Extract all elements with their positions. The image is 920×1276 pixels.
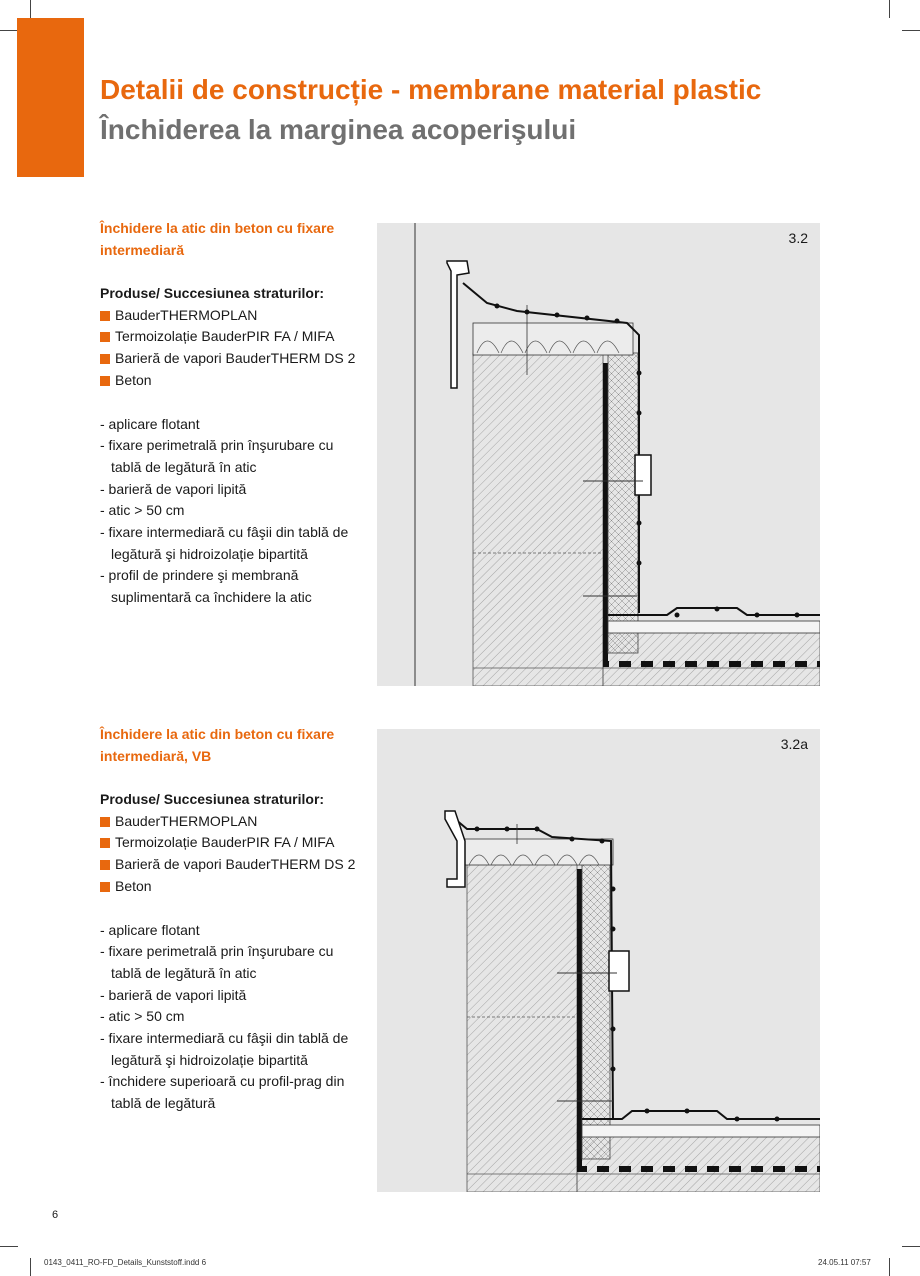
product-item: BauderTHERMOPLAN xyxy=(100,305,370,327)
note-item: - fixare intermediară cu fâşii din tablă de legătură şi hidroizolație bipartită xyxy=(100,1030,349,1068)
products-heading: Produse/ Succesiunea straturilor: xyxy=(100,791,325,807)
crop-mark xyxy=(0,30,18,31)
section-title xyxy=(100,217,370,261)
detail-drawing xyxy=(377,729,820,1192)
detail-drawing xyxy=(377,223,820,686)
crop-mark xyxy=(30,0,31,18)
notes-list xyxy=(100,414,370,609)
bullet-square-icon xyxy=(100,354,110,364)
bullet-square-icon xyxy=(100,838,110,848)
crop-mark xyxy=(30,1258,31,1276)
bullet-square-icon xyxy=(100,860,110,870)
product-item: Barieră de vapori BauderTHERM DS 2 xyxy=(100,348,370,370)
product-item: BauderTHERMOPLAN xyxy=(100,811,370,833)
page-number: 6 xyxy=(52,1209,59,1221)
detail-drawing-3-2 xyxy=(377,223,820,686)
bullet-square-icon xyxy=(100,311,110,321)
figure-label: 3.2 xyxy=(788,230,808,246)
section-title-line: intermediară xyxy=(100,242,185,258)
note-item: - aplicare flotant xyxy=(100,921,200,938)
note-item: - atic > 50 cm xyxy=(100,502,185,519)
crop-mark xyxy=(889,1258,890,1276)
detail-drawing-3-2a xyxy=(377,729,820,1192)
notes-list xyxy=(100,920,370,1115)
page-title: Detalii de construcție - membrane material plastic xyxy=(100,74,762,105)
section-title-line: Închidere la atic din beton cu fixare xyxy=(100,726,335,742)
note-item: - fixare intermediară cu fâşii din tablă de legătură şi hidroizolație bipartită xyxy=(100,524,349,562)
products-heading: Produse/ Succesiunea straturilor: xyxy=(100,285,325,301)
bullet-square-icon xyxy=(100,376,110,386)
note-item: - închidere superioară cu profil-prag din tablă de legătură xyxy=(100,1073,345,1112)
crop-mark xyxy=(0,1246,18,1247)
product-item: Beton xyxy=(100,370,370,392)
note-item: - atic > 50 cm xyxy=(100,1008,185,1025)
product-item: Barieră de vapori BauderTHERM DS 2 xyxy=(100,854,370,876)
note-item: - fixare perimetrală prin înşurubare cu tablă de legătură în atic xyxy=(100,437,334,475)
bullet-square-icon xyxy=(100,817,110,827)
footer-filename: 0143_0411_RO-FD_Details_Kunststoff.indd 6 xyxy=(44,1258,207,1267)
product-item: Termoizolație BauderPIR FA / MIFA xyxy=(100,326,370,348)
footer-datetime: 24.05.11 07:57 xyxy=(818,1258,871,1267)
page-subtitle: Închiderea la marginea acoperişului xyxy=(100,114,577,145)
note-item: - barieră de vapori lipită xyxy=(100,986,247,1003)
crop-mark xyxy=(902,30,920,31)
crop-mark xyxy=(889,0,890,18)
section-title-line: intermediară, VB xyxy=(100,748,212,764)
note-item: - aplicare flotant xyxy=(100,415,200,432)
note-item: - fixare perimetrală prin înşurubare cu tablă de legătură în atic xyxy=(100,943,334,981)
note-item: - barieră de vapori lipită xyxy=(100,480,247,497)
bullet-square-icon xyxy=(100,332,110,342)
section-3-2a xyxy=(100,723,370,1115)
section-3-2 xyxy=(100,217,370,609)
section-title xyxy=(100,723,370,767)
crop-mark xyxy=(902,1246,920,1247)
product-item: Beton xyxy=(100,876,370,898)
bullet-square-icon xyxy=(100,882,110,892)
note-item: - profil de prindere şi membrană suplimentară ca închidere la atic xyxy=(100,567,312,606)
section-title-line: Închidere la atic din beton cu fixare xyxy=(100,220,335,236)
orange-tab xyxy=(17,18,84,177)
product-item: Termoizolație BauderPIR FA / MIFA xyxy=(100,832,370,854)
figure-label: 3.2a xyxy=(780,736,808,752)
